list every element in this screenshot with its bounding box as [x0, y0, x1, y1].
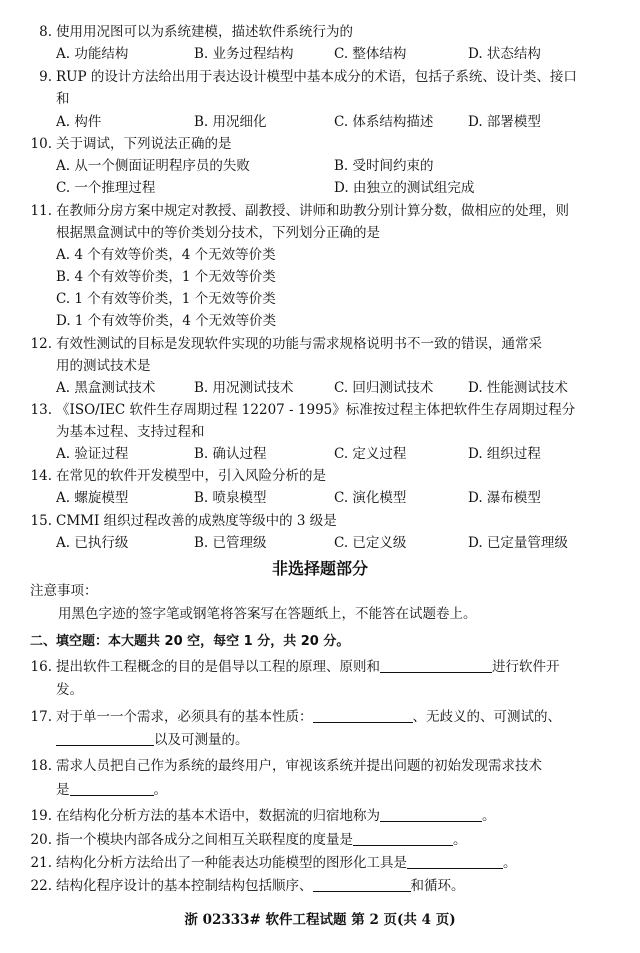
question-stem-cont: 和: [56, 91, 70, 107]
option-a: A. 黑盒测试技术: [56, 380, 156, 396]
notice-label: 注意事项：: [30, 583, 98, 599]
option-d: D. 由独立的测试组完成: [334, 180, 475, 196]
option-a: A. 从一个侧面证明程序员的失败: [56, 158, 250, 174]
fill-text: 对于单一一个需求，必须具有的基本性质：: [56, 709, 313, 725]
answer-blank: [313, 708, 413, 723]
fill-text: 。: [503, 855, 517, 871]
answer-blank: [353, 831, 453, 846]
fill-text: 和循环。: [410, 878, 465, 894]
option-a: A. 已执行级: [56, 535, 129, 551]
option-b: B. 已管理级: [194, 535, 267, 551]
page-footer: 浙 02333# 软件工程试题 第 2 页(共 4 页): [184, 912, 456, 928]
question-number: 20.: [30, 832, 52, 848]
fill-question: [56, 830, 467, 850]
option-b: B. 4 个有效等价类，1 个无效等价类: [56, 269, 276, 285]
question-number: 15.: [30, 513, 52, 529]
question-number: 16.: [30, 659, 52, 675]
fill-question-cont: [56, 780, 167, 800]
option-d: D. 瀑布模型: [468, 490, 541, 506]
fill-text: 进行软件开: [492, 659, 560, 675]
option-c: C. 定义过程: [334, 446, 407, 462]
fill-text: 结构化分析方法给出了一种能表达功能模型的图形化工具是: [56, 855, 407, 871]
option-a: A. 构件: [56, 114, 102, 130]
option-b: B. 用况细化: [194, 114, 267, 130]
option-c: C. 已定义级: [334, 535, 407, 551]
option-d: D. 部署模型: [468, 114, 541, 130]
option-c: C. 回归测试技术: [334, 380, 434, 396]
question-number: 9.: [39, 69, 52, 85]
question-number: 13.: [30, 402, 52, 418]
question-stem-cont: 为基本过程、支持过程和: [56, 424, 205, 440]
fill-question: [56, 657, 560, 677]
question-stem: 关于调试，下列说法正确的是: [56, 136, 232, 152]
question-stem: 在常见的软件开发模型中，引入风险分析的是: [56, 468, 326, 484]
question-stem-cont: 根据黑盒测试中的等价类划分技术，下列划分正确的是: [56, 225, 380, 241]
answer-blank: [70, 781, 154, 796]
question-number: 19.: [30, 808, 52, 824]
option-c: C. 整体结构: [334, 46, 407, 62]
fill-text: 在结构化分析方法的基本术语中，数据流的归宿地称为: [56, 808, 380, 824]
question-number: 17.: [30, 709, 52, 725]
fill-text: 是: [56, 782, 70, 798]
notice-text: 用黑色字迹的签字笔或钢笔将答案写在答题纸上，不能答在试题卷上。: [58, 606, 477, 622]
question-number: 22.: [30, 878, 52, 894]
answer-blank: [380, 658, 492, 673]
option-d: D. 已定量管理级: [468, 535, 568, 551]
option-b: B. 确认过程: [194, 446, 267, 462]
question-stem-cont: 用的测试技术是: [56, 358, 151, 374]
option-a: A. 螺旋模型: [56, 490, 129, 506]
fill-in-heading: 二、填空题：本大题共 20 空，每空 1 分，共 20 分。: [30, 634, 350, 649]
answer-blank: [56, 731, 154, 746]
fill-question: 需求人员把自己作为系统的最终用户，审视该系统并提出问题的初始发现需求技术: [56, 758, 542, 774]
option-c: C. 体系结构描述: [334, 114, 434, 130]
fill-text: 。: [482, 808, 496, 824]
fill-text: 指一个模块内部各成分之间相互关联程度的度量是: [56, 832, 353, 848]
question-stem: 有效性测试的目标是发现软件实现的功能与需求规格说明书不一致的错误，通常采: [56, 336, 542, 352]
question-stem: 使用用况图可以为系统建模，描述软件系统行为的: [56, 24, 353, 40]
fill-text: 以及可测量的。: [154, 732, 249, 748]
question-number: 18.: [30, 758, 52, 774]
option-a: A. 4 个有效等价类，4 个无效等价类: [56, 247, 276, 263]
fill-text: 。: [153, 782, 167, 798]
question-stem: CMMI 组织过程改善的成熟度等级中的 3 级是: [56, 513, 337, 529]
option-b: B. 喷泉模型: [194, 490, 267, 506]
fill-question-cont: [56, 730, 249, 750]
question-number: 12.: [30, 336, 52, 352]
fill-question: [56, 806, 496, 826]
question-number: 10.: [30, 136, 52, 152]
question-stem: RUP 的设计方法给出用于表达设计模型中基本成分的术语，包括子系统、设计类、接口: [56, 69, 577, 85]
question-stem: 《ISO/IEC 软件生存周期过程 12207 - 1995》标准按过程主体把软件生存周期过程分: [56, 402, 576, 418]
fill-text: 。: [453, 832, 467, 848]
option-d: D. 状态结构: [468, 46, 541, 62]
question-number: 11.: [30, 203, 52, 219]
option-a: A. 功能结构: [56, 46, 129, 62]
fill-text: 提出软件工程概念的目的是倡导以工程的原理、原则和: [56, 659, 380, 675]
answer-blank: [407, 854, 503, 869]
option-b: B. 受时间约束的: [334, 158, 434, 174]
option-c: C. 一个推理过程: [56, 180, 156, 196]
fill-question: [56, 853, 517, 873]
option-b: B. 业务过程结构: [194, 46, 294, 62]
answer-blank: [313, 877, 411, 892]
fill-question: [56, 707, 561, 727]
question-number: 14.: [30, 468, 52, 484]
section-title: 非选择题部分: [271, 559, 368, 578]
option-d: D. 性能测试技术: [468, 380, 568, 396]
fill-text: 、无歧义的、可测试的、: [412, 709, 561, 725]
option-d: D. 1 个有效等价类，4 个无效等价类: [56, 313, 277, 329]
option-d: D. 组织过程: [468, 446, 541, 462]
option-c: C. 1 个有效等价类，1 个无效等价类: [56, 291, 276, 307]
fill-question-cont: 发。: [56, 682, 83, 698]
option-a: A. 验证过程: [56, 446, 129, 462]
answer-blank: [380, 807, 482, 822]
option-b: B. 用况测试技术: [194, 380, 294, 396]
option-c: C. 演化模型: [334, 490, 407, 506]
question-number: 8.: [39, 24, 52, 40]
fill-question: [56, 876, 465, 896]
question-number: 21.: [30, 855, 52, 871]
fill-text: 结构化程序设计的基本控制结构包括顺序、: [56, 878, 313, 894]
question-stem: 在教师分房方案中规定对教授、副教授、讲师和助教分别计算分数，做相应的处理，则: [56, 203, 569, 219]
